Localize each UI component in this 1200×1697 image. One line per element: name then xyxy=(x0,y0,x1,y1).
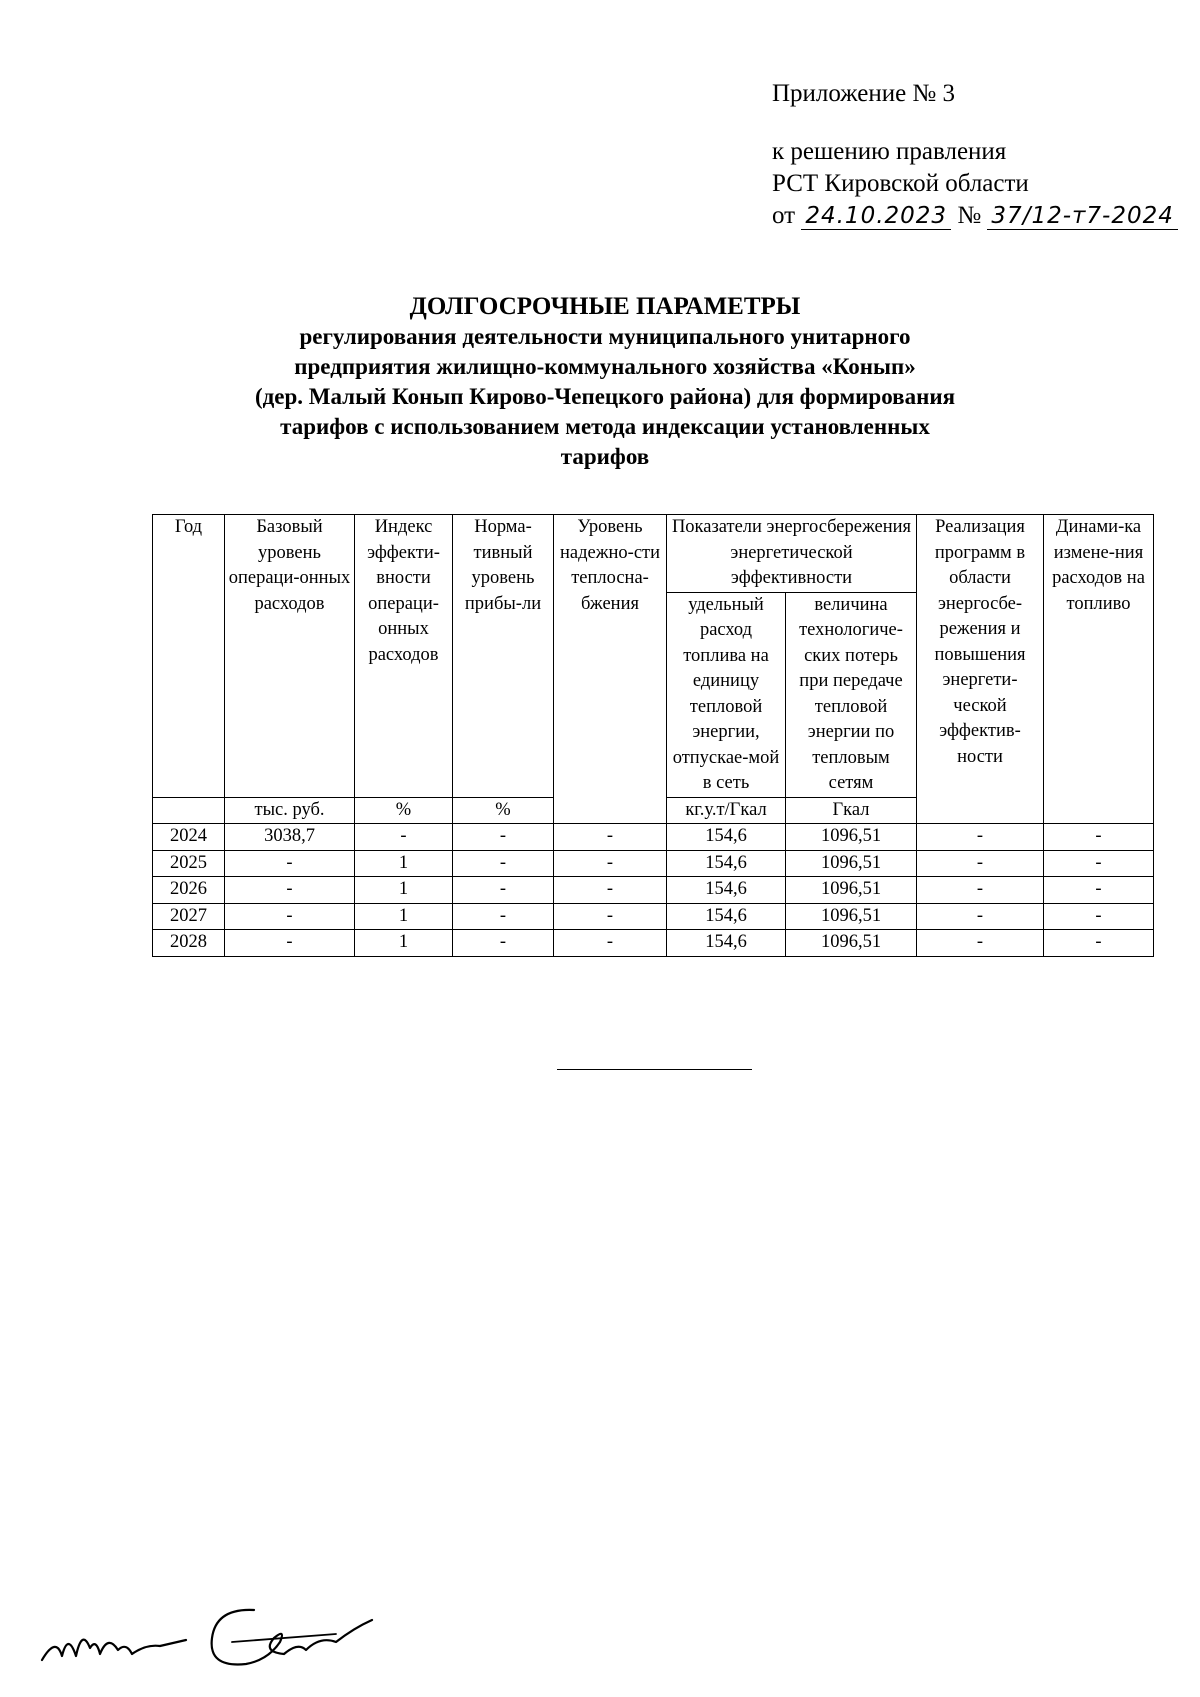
unit-fuel: кг.у.т/Гкал xyxy=(667,797,786,824)
cell-index: 1 xyxy=(355,903,453,930)
cell-dynamics: - xyxy=(1044,903,1154,930)
title-line-5: тарифов с использованием метода индексации установленных xyxy=(280,414,930,439)
cell-index: - xyxy=(355,824,453,851)
unit-base: тыс. руб. xyxy=(225,797,355,824)
header-year: Год xyxy=(153,515,225,798)
cell-base: - xyxy=(225,850,355,877)
cell-reliability: - xyxy=(554,824,667,851)
cell-dynamics: - xyxy=(1044,824,1154,851)
cell-fuel: 154,6 xyxy=(667,930,786,957)
cell-profit: - xyxy=(453,877,554,904)
cell-programs: - xyxy=(917,877,1044,904)
cell-programs: - xyxy=(917,850,1044,877)
unit-index: % xyxy=(355,797,453,824)
cell-profit: - xyxy=(453,850,554,877)
title-line-3: предприятия жилищно-коммунального хозяйства «Конып» xyxy=(294,354,916,379)
signature-image xyxy=(36,1598,396,1678)
document-title xyxy=(150,292,1060,472)
header-row-1 xyxy=(153,515,1154,593)
header-profit: Норма-тивный уровень прибы-ли xyxy=(453,515,554,798)
table-row xyxy=(153,930,1154,957)
cell-dynamics: - xyxy=(1044,850,1154,877)
header-dynamics: Динами-ка измене-ния расходов на топливо xyxy=(1044,515,1154,824)
cell-fuel: 154,6 xyxy=(667,877,786,904)
appendix-date-line xyxy=(772,200,1178,232)
cell-losses: 1096,51 xyxy=(786,877,917,904)
cell-index: 1 xyxy=(355,877,453,904)
cell-fuel: 154,6 xyxy=(667,903,786,930)
cell-base: 3038,7 xyxy=(225,824,355,851)
table-row xyxy=(153,850,1154,877)
cell-base: - xyxy=(225,877,355,904)
cell-losses: 1096,51 xyxy=(786,930,917,957)
header-programs: Реализация программ в области энергосбе-режения и повышения энергети-ческой эффектив-ности xyxy=(917,515,1044,824)
handwritten-date: 24.10.2023 xyxy=(801,203,951,230)
title-line-4: (дер. Малый Конып Кирово-Чепецкого района) для формирования xyxy=(254,384,956,409)
cell-index: 1 xyxy=(355,850,453,877)
cell-reliability: - xyxy=(554,850,667,877)
table-row xyxy=(153,903,1154,930)
cell-reliability: - xyxy=(554,930,667,957)
cell-fuel: 154,6 xyxy=(667,824,786,851)
cell-losses: 1096,51 xyxy=(786,850,917,877)
cell-year: 2027 xyxy=(153,903,225,930)
end-divider xyxy=(557,1069,752,1070)
cell-year: 2024 xyxy=(153,824,225,851)
cell-dynamics: - xyxy=(1044,877,1154,904)
cell-base: - xyxy=(225,930,355,957)
cell-profit: - xyxy=(453,903,554,930)
cell-base: - xyxy=(225,903,355,930)
appendix-number: Приложение № 3 xyxy=(772,80,956,107)
table-row xyxy=(153,824,1154,851)
parameters-table xyxy=(152,514,1154,957)
cell-year: 2025 xyxy=(153,850,225,877)
cell-fuel: 154,6 xyxy=(667,850,786,877)
header-losses: величина технологиче-ских потерь при передаче тепловой энергии по тепловым сетям xyxy=(786,592,917,797)
cell-reliability: - xyxy=(554,903,667,930)
table-row xyxy=(153,877,1154,904)
title-main: ДОЛГОСРОЧНЫЕ ПАРАМЕТРЫ xyxy=(409,293,801,320)
header-energy-group: Показатели энергосбережения энергетической эффективности xyxy=(667,515,917,593)
unit-year xyxy=(153,797,225,824)
cell-losses: 1096,51 xyxy=(786,903,917,930)
date-prefix: от xyxy=(772,202,796,229)
cell-year: 2028 xyxy=(153,930,225,957)
unit-losses: Гкал xyxy=(786,797,917,824)
cell-index: 1 xyxy=(355,930,453,957)
cell-programs: - xyxy=(917,930,1044,957)
cell-reliability: - xyxy=(554,877,667,904)
header-base: Базовый уровень операци-онных расходов xyxy=(225,515,355,798)
appendix-authority: РСТ Кировской области xyxy=(772,170,1029,197)
appendix-block xyxy=(772,78,1178,232)
handwritten-number: 37/12-т7-2024 xyxy=(987,203,1177,230)
number-prefix: № xyxy=(957,202,982,229)
title-line-6: тарифов xyxy=(560,444,650,469)
title-line-2: регулирования деятельности муниципального унитарного xyxy=(299,324,911,349)
appendix-decision: к решению правления xyxy=(772,138,1007,165)
header-index: Индекс эффекти-вности операци-онных расходов xyxy=(355,515,453,798)
cell-programs: - xyxy=(917,824,1044,851)
cell-dynamics: - xyxy=(1044,930,1154,957)
cell-losses: 1096,51 xyxy=(786,824,917,851)
header-fuel: удельный расход топлива на единицу тепловой энергии, отпускае-мой в сеть xyxy=(667,592,786,797)
unit-profit: % xyxy=(453,797,554,824)
cell-programs: - xyxy=(917,903,1044,930)
header-reliability: Уровень надежно-сти теплосна-бжения xyxy=(554,515,667,824)
cell-year: 2026 xyxy=(153,877,225,904)
cell-profit: - xyxy=(453,824,554,851)
cell-profit: - xyxy=(453,930,554,957)
